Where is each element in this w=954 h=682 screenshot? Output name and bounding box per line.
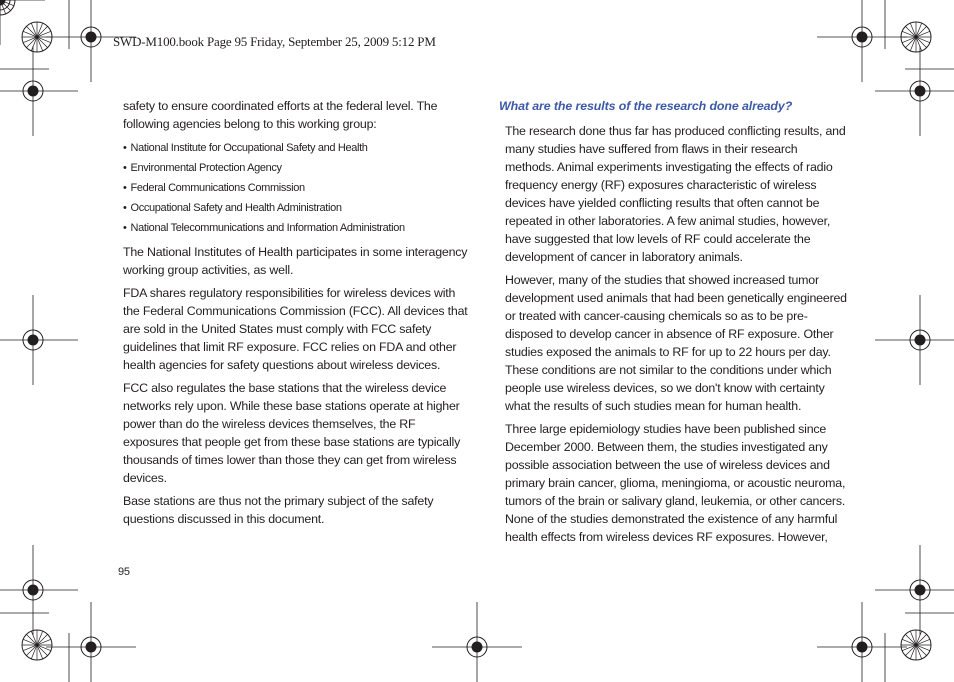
section-heading: What are the results of the research done already? [499,99,793,113]
research-results-paragraph: The research done thus far has produced conflicting results, and many studies have suffered from flaws in their research methods. Animal experiments investigating the effects of radio frequency energy (RF) exposures characteristic of wireless devices have yielded conflicting results that often cannot be repeated in other laboratories. A few animal studies, however, have suggested that low levels of RF could accelerate the development of cancer in laboratory animals. [505,124,846,264]
epidemiology-paragraph: Three large epidemiology studies have been published since December 2000. Between them, the studies investigated any possible association between the use of wireless devices and primary brain cancer, glioma, meningioma, or acoustic neuroma, tumors of the brain or salivary gland, leukemia, or other cancers. None of the studies demonstrated the existence of any harmful health effects from wireless devices RF exposures. However, [505,422,846,544]
list-item: • Environmental Protection Agency [123,158,468,178]
agency-list [123,138,468,238]
list-item: • Occupational Safety and Health Administration [123,198,468,218]
nih-paragraph: The National Institutes of Health participates in some interagency working group activities, as well. [123,245,468,277]
base-stations-paragraph: Base stations are thus not the primary subject of the safety questions discussed in this document. [123,494,434,526]
tumor-studies-paragraph: However, many of the studies that showed increased tumor development used animals that had been genetically engineered or treated with cancer-causing chemicals so as to be pre-disposed to develop cancer in absence of RF exposure. Other studies exposed the animals to RF for up to 22 hours per day. These conditions are not similar to the conditions under which people use wireless devices, so we don't know with certainty what the results of such studies mean for human health. [505,273,847,413]
print-header: SWD-M100.book Page 95 Friday, September 25, 2009 5:12 PM [113,34,436,49]
fda-paragraph: FDA shares regulatory responsibilities for wireless devices with the Federal Communications Commission (FCC). All devices that are sold in the United States must comply with FCC safety guidelines that limit RF exposure. FCC relies on FDA and other health agencies for safety questions about wireless devices. [123,286,468,372]
left-column [123,97,468,533]
right-column [505,97,850,551]
list-item: • National Telecommunications and Information Administration [123,218,468,238]
fcc-paragraph: FCC also regulates the base stations that the wireless device networks rely upon. While these base stations operate at higher power than do the wireless devices themselves, the RF exposures that people get from these base stations are typically thousands of times lower than those they can get from wireless devices. [123,381,461,485]
list-item: • National Institute for Occupational Safety and Health [123,138,468,158]
list-item: • Federal Communications Commission [123,178,468,198]
page-number: 95 [118,566,130,578]
intro-paragraph: safety to ensure coordinated efforts at the federal level. The following agencies belong to this working group: [123,99,438,131]
